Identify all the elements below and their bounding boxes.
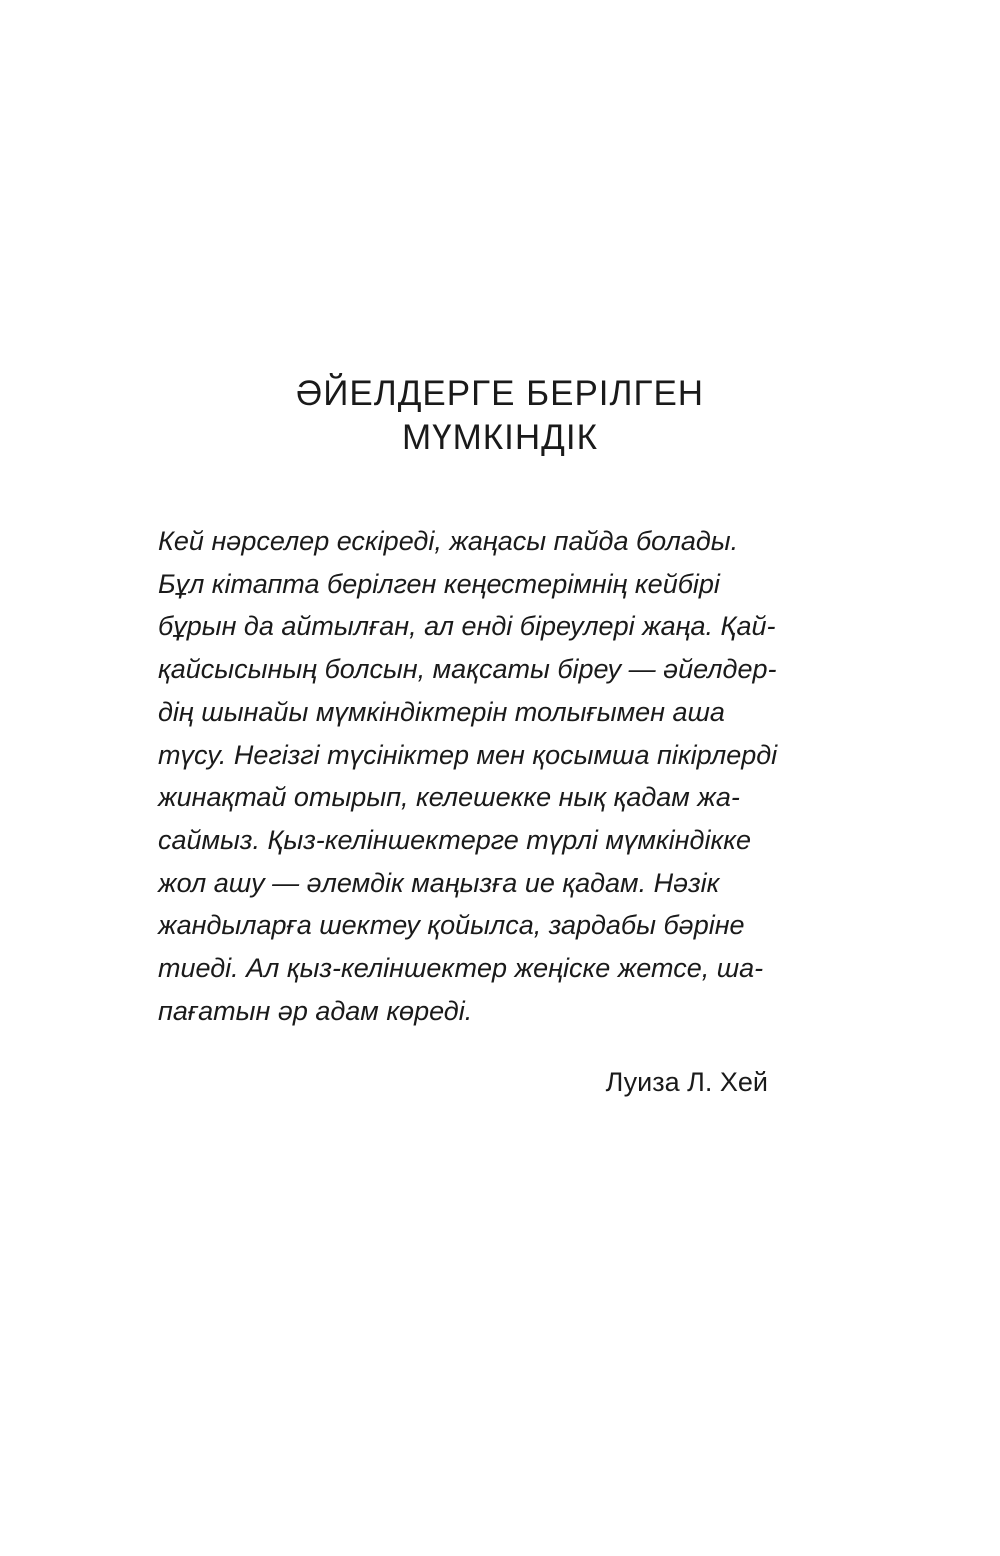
epigraph-line: жол ашу — әлемдік маңызға ие қадам. Нәзік <box>158 867 720 898</box>
epigraph-line: қайсысының болсын, мақсаты біреу — әйелдер- <box>158 654 777 685</box>
epigraph-line: тиеді. Ал қыз-келіншектер жеңіске жетсе, ша- <box>158 953 764 984</box>
epigraph-line: жандыларға шектеу қойылса, зардабы бәріне <box>158 910 745 941</box>
epigraph-line: саймыз. Қыз-келіншектерге түрлі мүмкіндікке <box>158 824 751 855</box>
epigraph-line: түсу. Негізгі түсініктер мен қосымша пікірлерді <box>158 739 778 770</box>
epigraph-line: бұрын да айтылған, ал енді біреулері жаңа. Қай- <box>158 611 776 642</box>
epigraph-line: Кей нәрселер ескіреді, жаңасы пайда болады. <box>158 526 739 556</box>
epigraph-line: жинақтай отырып, келешекке нық қадам жа- <box>158 782 740 813</box>
author-signature: Луиза Л. Хей <box>605 1067 768 1097</box>
title-line-1: ӘЙЕЛДЕРГЕ БЕРІЛГЕН <box>295 374 705 413</box>
page-title <box>0 372 1000 460</box>
epigraph-line: пағатын әр адам көреді. <box>158 995 473 1026</box>
epigraph-text <box>158 520 778 1032</box>
epigraph-line: дің шынайы мүмкіндіктерін толығымен аша <box>158 696 725 727</box>
title-line-2: МҮМКІНДІК <box>402 418 598 457</box>
epigraph-line: Бұл кітапта берілген кеңестерімнің кейбірі <box>158 568 720 599</box>
